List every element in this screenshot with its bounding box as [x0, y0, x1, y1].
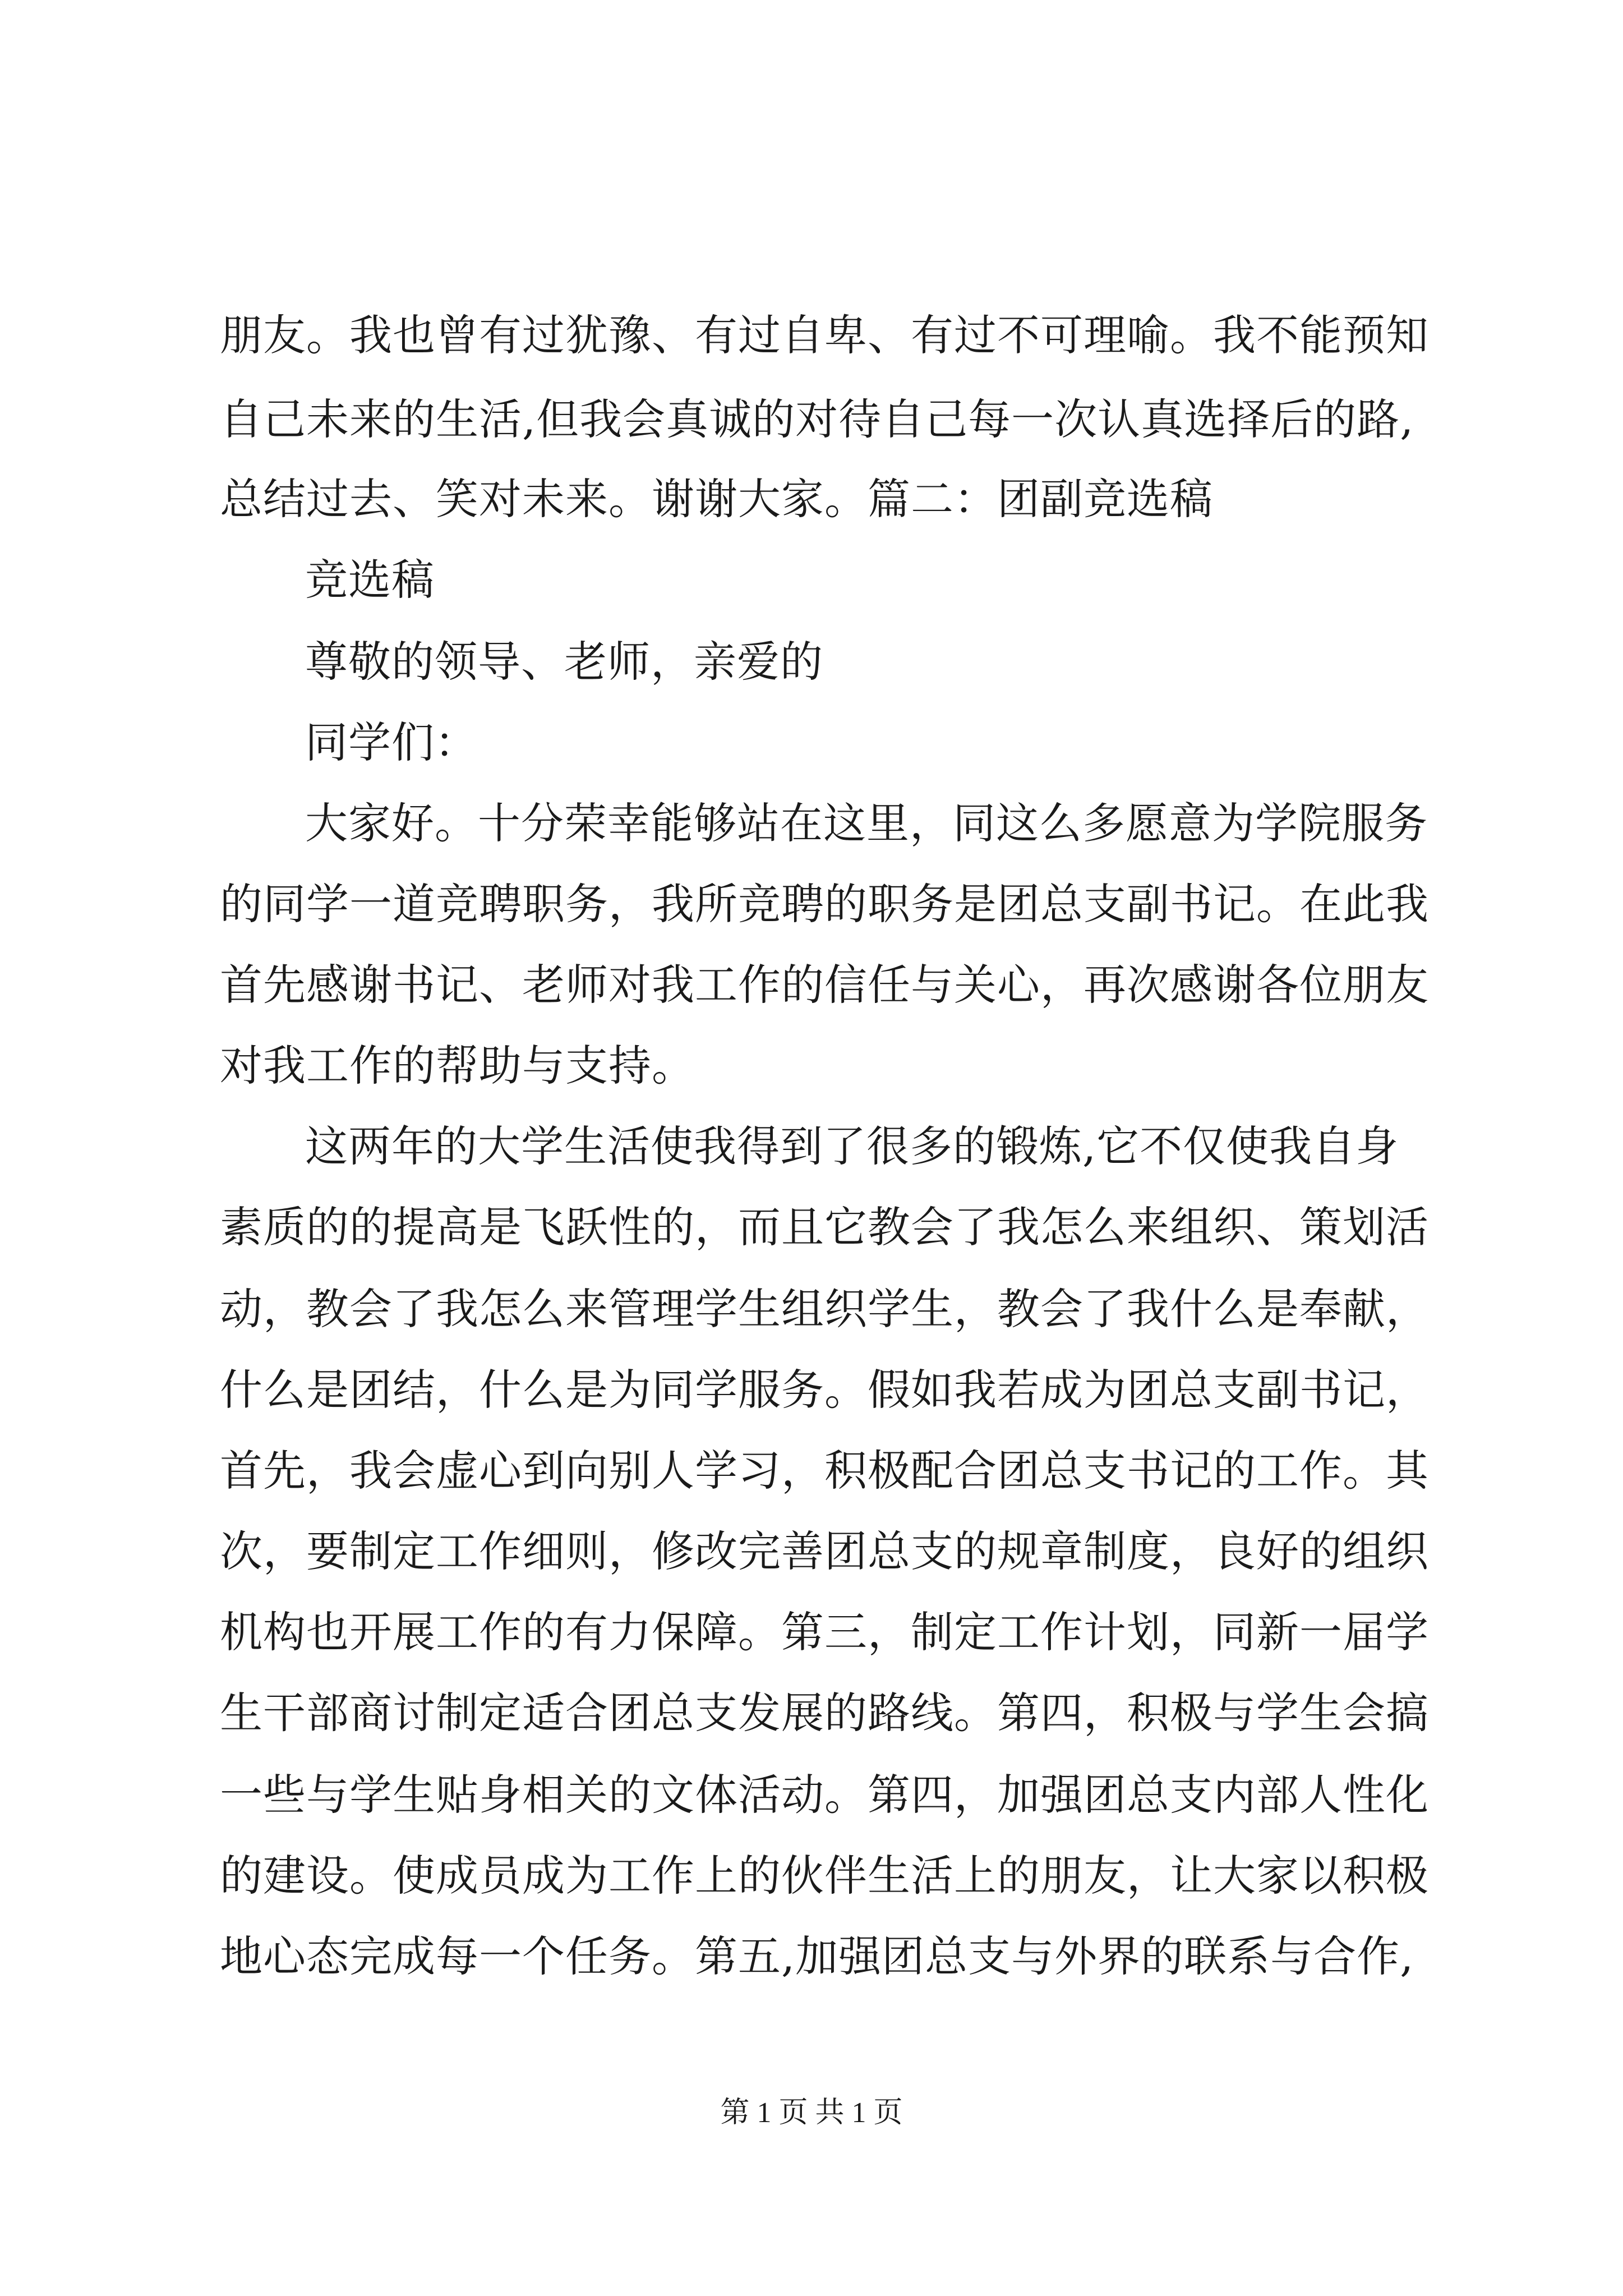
text-line: 什么是团结，什么是为同学服务。假如我若成为团总支副书记，: [220, 1365, 1429, 1415]
text-line: 总结过去、笑对未来。谢谢大家。篇二：团副竞选稿: [220, 474, 1213, 524]
text-line: 次，要制定工作细则，修改完善团总支的规章制度，良好的组织: [220, 1526, 1429, 1576]
paragraph-first-line: 大家好。十分荣幸能够站在这里，同这么多愿意为学院服务: [305, 798, 1428, 848]
text-line: 一些与学生贴身相关的文体活动。第四，加强团总支内部人性化: [220, 1770, 1429, 1820]
text-line: 的同学一道竞聘职务，我所竞聘的职务是团总支副书记。在此我: [220, 879, 1429, 929]
salutation-line: 同学们：: [305, 717, 478, 767]
text-line: 自己未来的生活,但我会真诚的对待自己每一次认真选择后的路,: [220, 394, 1414, 444]
paragraph-first-line: 这两年的大学生活使我得到了很多的锻炼,它不仅使我自身: [305, 1121, 1399, 1171]
text-line: 对我工作的帮助与支持。: [220, 1041, 695, 1091]
salutation-line: 尊敬的领导、老师，亲爱的: [305, 637, 823, 687]
section-heading: 竞选稿: [305, 555, 435, 605]
text-line: 素质的的提高是飞跃性的，而且它教会了我怎么来组织、策划活: [220, 1202, 1429, 1252]
text-line: 机构也开展工作的有力保障。第三，制定工作计划，同新一届学: [220, 1607, 1429, 1657]
text-line: 生干部商讨制定适合团总支发展的路线。第四，积极与学生会搞: [220, 1688, 1429, 1738]
text-line: 首先，我会虚心到向别人学习，积极配合团总支书记的工作。其: [220, 1446, 1429, 1496]
text-line: 动，教会了我怎么来管理学生组织学生，教会了我什么是奉献，: [220, 1284, 1429, 1334]
text-line: 首先感谢书记、老师对我工作的信任与关心，再次感谢各位朋友: [220, 960, 1429, 1010]
text-line: 朋友。我也曾有过犹豫、有过自卑、有过不可理喻。我不能预知: [220, 310, 1429, 360]
text-line: 地心态完成每一个任务。第五,加强团总支与外界的联系与合作,: [220, 1931, 1414, 1981]
page-footer: 第 1 页 共 1 页: [720, 2097, 903, 2129]
text-line: 的建设。使成员成为工作上的伙伴生活上的朋友，让大家以积极: [220, 1851, 1429, 1901]
